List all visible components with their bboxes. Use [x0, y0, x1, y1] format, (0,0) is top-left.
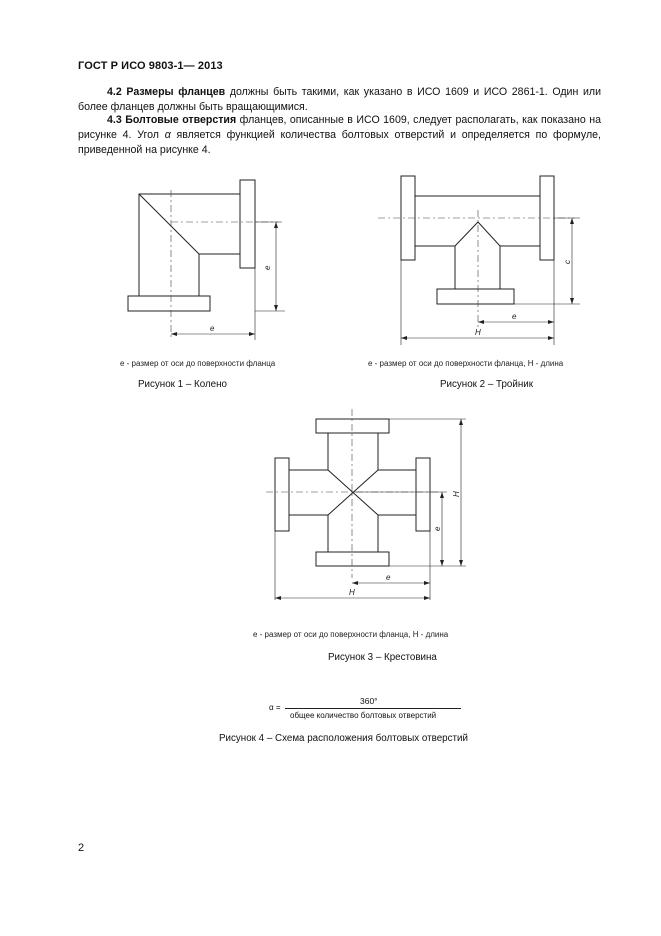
- fig1-legend: е - размер от оси до поверхности фланца: [120, 359, 276, 368]
- fig2-dim-e-label: e: [512, 312, 517, 321]
- fig3-left-flange: [275, 458, 289, 531]
- fig3-center-lines: [266, 409, 440, 578]
- fig4-alpha: α =: [269, 703, 281, 712]
- fig4-fraction-bar: [285, 708, 461, 709]
- fig1-dim-e-horiz-label: e: [210, 324, 215, 333]
- fig3-top-flange: [316, 419, 389, 433]
- fig3-right-flange: [416, 458, 430, 531]
- fig3-extension-lines: [275, 419, 466, 600]
- fig3-title: Рисунок 3 – Крестовина: [328, 652, 437, 663]
- p43-text-before: фланцев, описанные в ИСО 1609, следует располагать, как показано на рисунке 4. Угол: [78, 114, 601, 141]
- fig3-dim-eh-label: e: [386, 573, 391, 582]
- fig3-pipe-body: [289, 433, 416, 552]
- fig4-numerator: 360°: [360, 696, 378, 706]
- fig2-legend: е - размер от оси до поверхности фланца, Н - длина: [368, 359, 564, 368]
- page-number: 2: [78, 842, 85, 854]
- fig2-dim-c-label: c: [563, 260, 572, 264]
- fig4-title: Рисунок 4 – Схема расположения болтовых отверстий: [219, 733, 468, 744]
- fig3-dim-ev-label: e: [433, 526, 442, 531]
- p42-text: должны быть такими, как указано в ИСО 1609 и ИСО 2861-1. Один или более фланцев должны быть вращающимися.: [78, 86, 601, 113]
- fig2-dim-H-label: H: [475, 328, 481, 337]
- fig3-legend: е - размер от оси до поверхности фланца, Н - длина: [253, 630, 449, 639]
- fig1-dim-e-vert-label: e: [263, 265, 272, 270]
- fig3-dim-Hh-label: H: [349, 588, 355, 597]
- fig1-title: Рисунок 1 – Колено: [138, 379, 227, 390]
- p43-number: 4.3: [107, 114, 122, 126]
- p43-heading: Болтовые отверстия: [125, 114, 237, 126]
- p43-text-after: является функцией количества болтовых отверстий и определяется по формуле, приведенной на рисунке 4.: [78, 129, 601, 156]
- fig3-bottom-flange: [316, 552, 389, 566]
- p42-number: 4.2: [107, 86, 122, 98]
- p43-symbol: α: [164, 129, 171, 141]
- fig3-dim-Hv-label: H: [452, 491, 461, 497]
- p42-heading: Размеры фланцев: [126, 86, 226, 98]
- fig2-title: Рисунок 2 – Тройник: [440, 379, 533, 390]
- fig4-denominator: общее количество болтовых отверстий: [290, 711, 437, 720]
- document-header: ГОСТ Р ИСО 9803-1— 2013: [78, 60, 223, 72]
